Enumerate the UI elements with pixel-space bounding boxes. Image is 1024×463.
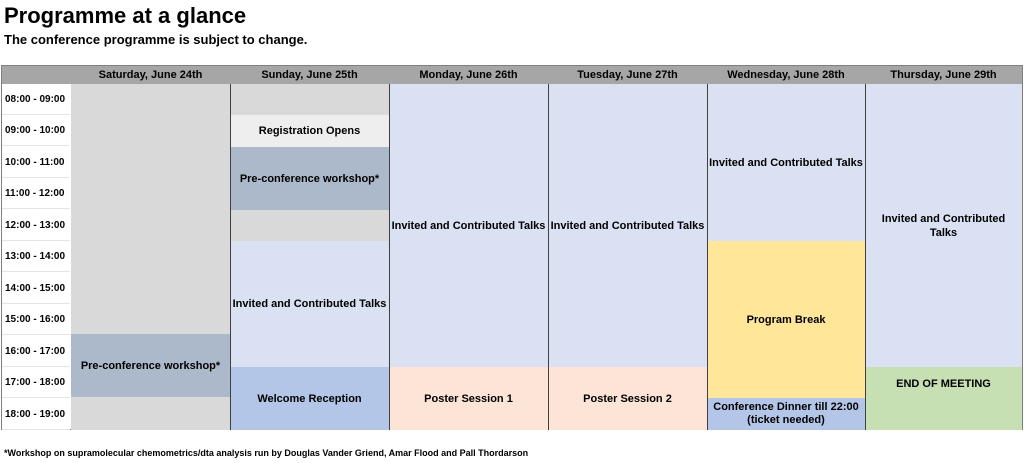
time-slot: 09:00 - 10:00	[2, 115, 70, 146]
column-divider	[230, 84, 231, 430]
column-divider	[865, 84, 866, 430]
time-slot: 08:00 - 09:00	[2, 84, 70, 115]
sunday-workshop: Pre-conference workshop*	[230, 147, 389, 210]
thursday-talks: Invited and Contributed Talks	[865, 84, 1022, 367]
wednesday-dinner	[707, 398, 865, 430]
saturday-free	[71, 84, 230, 334]
time-slot: 15:00 - 16:00	[2, 304, 70, 335]
wednesday-talks: Invited and Contributed Talks	[707, 84, 865, 241]
column-divider	[707, 84, 708, 430]
time-slot: 17:00 - 18:00	[2, 367, 70, 398]
sunday-reception: Welcome Reception	[230, 367, 389, 430]
day-header-wednesday: Wednesday, June 28th	[727, 69, 845, 81]
sunday-free-morning	[230, 84, 389, 115]
column-divider	[389, 84, 390, 430]
time-slot: 16:00 - 17:00	[2, 336, 70, 367]
thursday-end: END OF MEETING	[865, 367, 1022, 430]
day-header-sunday: Sunday, June 25th	[261, 69, 358, 81]
footnote: *Workshop on supramolecular chemometrics/dta analysis run by Douglas Vander Griend, Amar Flood and Pall Thordarson	[4, 448, 529, 458]
wednesday-break: Program Break	[707, 241, 865, 398]
tuesday-talks: Invited and Contributed Talks	[548, 84, 707, 367]
time-slot: 11:00 - 12:00	[2, 178, 70, 209]
column-divider	[548, 84, 549, 430]
sunday-registration: Registration Opens	[230, 115, 389, 147]
monday-poster: Poster Session 1	[389, 367, 548, 430]
day-header-monday: Monday, June 26th	[419, 69, 518, 81]
page-title: Programme at a glance	[4, 3, 247, 28]
page-subtitle: The conference programme is subject to change.	[4, 32, 308, 47]
time-slot: 18:00 - 19:00	[2, 399, 70, 430]
sunday-free-noon	[230, 210, 389, 241]
time-slot: 12:00 - 13:00	[2, 210, 70, 241]
time-slot: 13:00 - 14:00	[2, 241, 70, 272]
monday-talks: Invited and Contributed Talks	[389, 84, 548, 367]
time-slot: 10:00 - 11:00	[2, 147, 70, 178]
day-header-saturday: Saturday, June 24th	[98, 69, 203, 81]
saturday-free-evening	[71, 397, 230, 430]
schedule-grid	[1, 65, 1023, 430]
day-header-thursday: Thursday, June 29th	[890, 69, 997, 81]
dinner-note: (ticket needed)	[747, 414, 825, 426]
saturday-workshop: Pre-conference workshop*	[71, 334, 230, 397]
day-header-tuesday: Tuesday, June 27th	[577, 69, 678, 81]
sunday-talks: Invited and Contributed Talks	[230, 241, 389, 367]
tuesday-poster: Poster Session 2	[548, 367, 707, 430]
time-slot: 14:00 - 15:00	[2, 273, 70, 304]
dinner-label: Conference Dinner till 22:00	[713, 401, 859, 413]
